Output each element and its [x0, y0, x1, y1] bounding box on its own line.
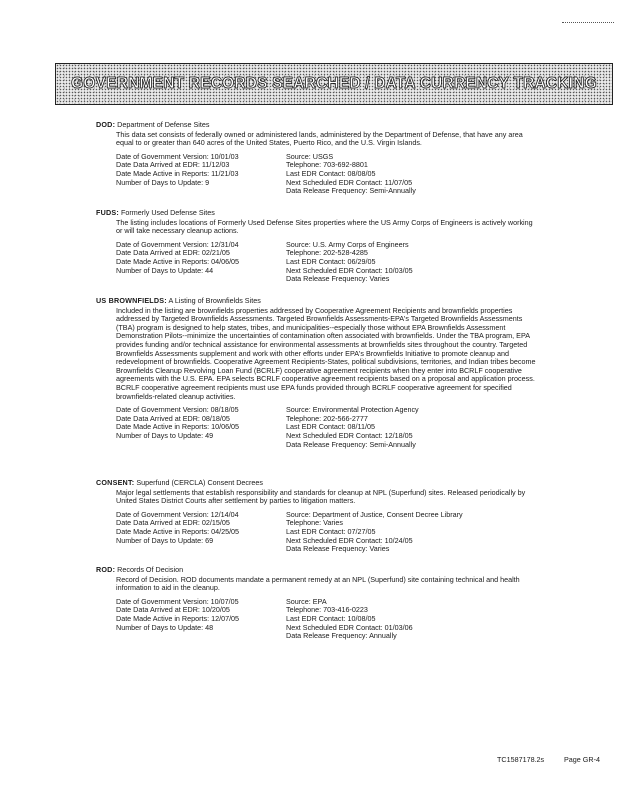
- fact-release-frequency: Data Release Frequency: Semi-Annually: [286, 186, 416, 196]
- fact-next-contact: Next Scheduled EDR Contact: 10/24/05: [286, 535, 413, 545]
- fact-days-to-update: Number of Days to Update: 44: [116, 265, 214, 275]
- fact-last-contact: Last EDR Contact: 08/11/05: [286, 422, 375, 432]
- section-header: [96, 566, 536, 575]
- fact-spacer: [116, 275, 286, 284]
- section-code: DOD:: [96, 120, 116, 129]
- section-name: Superfund (CERCLA) Consent Decrees: [136, 478, 263, 487]
- fact-telephone: Telephone: 202-528-4285: [286, 248, 368, 258]
- fact-date-active: Date Made Active in Reports: 04/25/05: [116, 526, 240, 536]
- section-description: The listing includes locations of Formerly Used Defense Sites properties where the US Army Corps of Engineers is actively working or will take necessary cleanup actions.: [116, 217, 533, 236]
- section-header: [96, 209, 536, 218]
- section-header: [96, 121, 536, 130]
- fact-spacer: [116, 632, 286, 641]
- section-code: US BROWNFIELDS:: [96, 296, 167, 305]
- fact-date-active: Date Made Active in Reports: 04/06/05: [116, 256, 240, 266]
- section-code: FUDS:: [96, 208, 119, 217]
- section-description: Included in the listing are brownfields properties addressed by Cooperative Agreement Recipients and brownfields properties addressed by Targeted Brownfields Assessments. Targeted Brownfields Assessments-EPA's Targeted Brownfields Assessments (TBA) program is designed to help states, tribes, and municipalities--especially those without EPA Brownfields Assessment Demonstration Pilots--minimize the uncertainties of contamination often associated with brownfields. Under the TBA program, EPA provides funding and/or technical assistance for environmental assessments at brownfields sites throughout the country. Targeted Brownfields Assessments supplement and work with other efforts under EPA's Brownfields Initiative to promote cleanup and redevelopment of brownfields. Cooperative Agreement Recipients-States, political subdivisions, territories, and Indian tribes become Brownfields Cleanup Revolving Loan Fund (BCRLF) cooperative agreement recipients when they enter into BCRLF cooperative agreements with the U.S. EPA. EPA selects BCRLF cooperative agreement recipients based on a proposal and application process. BCRLF cooperative agreement recipients must use EPA funds provided through BCRLF cooperative agreement for specified brownfields-related cleanup activities.: [116, 305, 536, 401]
- section-header: [96, 297, 536, 306]
- fact-last-contact: Last EDR Contact: 10/08/05: [286, 613, 376, 623]
- fact-gov-version: Date of Government Version: 10/01/03: [116, 151, 239, 161]
- fact-source: Source: EPA: [286, 596, 327, 606]
- fact-date-arrived: Date Data Arrived at EDR: 02/15/05: [116, 518, 230, 528]
- fact-next-contact: Next Scheduled EDR Contact: 10/03/05: [286, 265, 413, 275]
- section-name: Formerly Used Defense Sites: [120, 208, 215, 217]
- record-section-us-brownfields: [96, 297, 536, 449]
- fact-spacer: [116, 441, 286, 450]
- corner-scan-mark: [562, 22, 614, 23]
- section-facts: [116, 153, 536, 196]
- section-code: CONSENT:: [96, 478, 135, 487]
- fact-gov-version: Date of Government Version: 12/31/04: [116, 239, 239, 249]
- fact-release-frequency: Data Release Frequency: Annually: [286, 631, 397, 641]
- section-facts: [116, 241, 536, 284]
- fact-last-contact: Last EDR Contact: 06/29/05: [286, 256, 376, 266]
- fact-days-to-update: Number of Days to Update: 49: [116, 430, 214, 440]
- section-banner: [55, 63, 613, 105]
- fact-last-contact: Last EDR Contact: 08/08/05: [286, 168, 376, 178]
- fact-date-active: Date Made Active in Reports: 12/07/05: [116, 613, 240, 623]
- fact-release-frequency: Data Release Frequency: Semi-Annually: [286, 439, 416, 449]
- fact-spacer: [116, 545, 286, 554]
- fact-telephone: Telephone: 703-692-8801: [286, 160, 368, 170]
- fact-days-to-update: Number of Days to Update: 9: [116, 177, 210, 187]
- fact-gov-version: Date of Government Version: 08/18/05: [116, 405, 239, 415]
- fact-date-arrived: Date Data Arrived at EDR: 08/18/05: [116, 413, 230, 423]
- fact-source: Source: U.S. Army Corps of Engineers: [286, 239, 409, 249]
- document-code: TC1587178.2s: [497, 755, 545, 764]
- fact-last-contact: Last EDR Contact: 07/27/05: [286, 526, 376, 536]
- fact-source: Source: Department of Justice, Consent Decree Library: [286, 509, 463, 519]
- section-code: ROD:: [96, 565, 116, 574]
- fact-release-frequency: Data Release Frequency: Varies: [286, 544, 390, 554]
- section-description: Major legal settlements that establish responsibility and standards for cleanup at NPL (Superfund) sites. Released periodically by United States District Courts after settlement by parties to litigation matters.: [116, 487, 526, 506]
- fact-next-contact: Next Scheduled EDR Contact: 11/07/05: [286, 177, 413, 187]
- section-header: [96, 479, 536, 488]
- record-section-rod: [96, 566, 536, 641]
- fact-days-to-update: Number of Days to Update: 48: [116, 622, 214, 632]
- banner-title: GOVERNMENT RECORDS SEARCHED / DATA CURRENCY TRACKING: [71, 75, 597, 92]
- fact-days-to-update: Number of Days to Update: 69: [116, 535, 214, 545]
- section-name: A Listing of Brownfields Sites: [168, 296, 261, 305]
- fact-telephone: Telephone: 703-416-0223: [286, 605, 368, 615]
- section-name: Department of Defense Sites: [117, 120, 210, 129]
- fact-release-frequency: Data Release Frequency: Varies: [286, 274, 390, 284]
- section-name: Records Of Decision: [117, 565, 184, 574]
- fact-date-arrived: Date Data Arrived at EDR: 10/20/05: [116, 605, 230, 615]
- fact-date-arrived: Date Data Arrived at EDR: 02/21/05: [116, 248, 230, 258]
- fact-telephone: Telephone: 202-566-2777: [286, 413, 368, 423]
- page-number: Page GR-4: [564, 755, 600, 764]
- fact-source: Source: USGS: [286, 151, 334, 161]
- section-description: Record of Decision. ROD documents mandate a permanent remedy at an NPL (Superfund) site containing technical and health information to aid in the cleanup.: [116, 574, 520, 593]
- fact-gov-version: Date of Government Version: 12/14/04: [116, 509, 239, 519]
- fact-source: Source: Environmental Protection Agency: [286, 405, 419, 415]
- section-facts: [116, 406, 536, 449]
- fact-gov-version: Date of Government Version: 10/07/05: [116, 596, 239, 606]
- record-section-consent: [96, 479, 536, 554]
- record-section-dod: [96, 121, 536, 196]
- fact-date-active: Date Made Active in Reports: 11/21/03: [116, 168, 239, 178]
- section-facts: [116, 598, 536, 641]
- fact-spacer: [116, 187, 286, 196]
- section-description: This data set consists of federally owned or administered lands, administered by the Department of Defense, that have any area equal to or greater than 640 acres of the United States, Puerto Rico, and the U.S. Virgin Islands.: [116, 129, 523, 148]
- fact-telephone: Telephone: Varies: [286, 518, 344, 528]
- fact-date-active: Date Made Active in Reports: 10/06/05: [116, 422, 240, 432]
- fact-date-arrived: Date Data Arrived at EDR: 11/12/03: [116, 160, 230, 170]
- record-section-fuds: [96, 209, 536, 284]
- section-facts: [116, 511, 536, 554]
- fact-next-contact: Next Scheduled EDR Contact: 01/03/06: [286, 622, 413, 632]
- fact-next-contact: Next Scheduled EDR Contact: 12/18/05: [286, 430, 413, 440]
